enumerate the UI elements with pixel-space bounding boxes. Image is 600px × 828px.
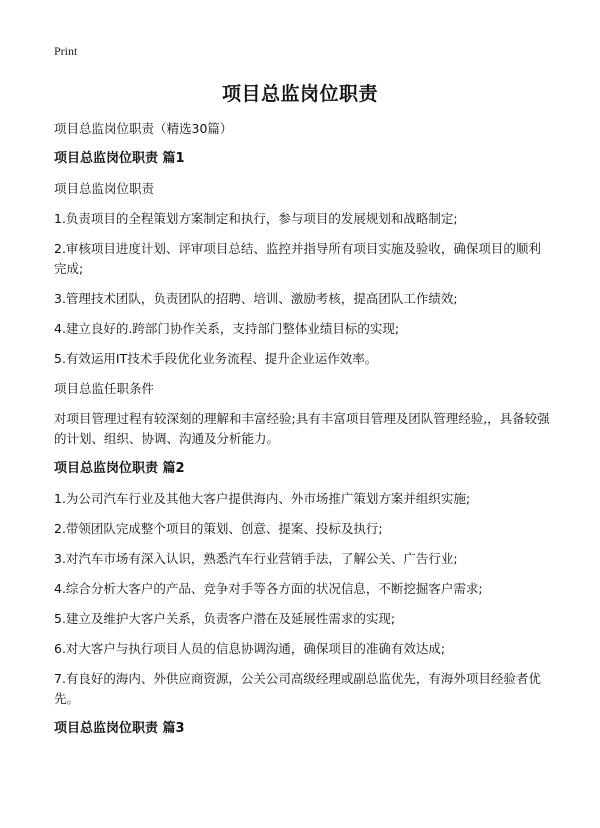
list-item: 5.有效运用IT技术手段优化业务流程、提升企业运作效率。 xyxy=(54,351,378,366)
list-item: 7.有良好的海内、外供应商资源，公关公司高级经理或副总监优先，有海外项目经验者优先。 xyxy=(54,671,541,706)
section-intro: 项目总监岗位职责 xyxy=(54,181,155,196)
print-label: Print xyxy=(54,44,78,58)
section-heading-1: 项目总监岗位职责 篇1 xyxy=(54,151,185,166)
section-heading-3: 项目总监岗位职责 篇3 xyxy=(54,721,185,736)
page-title: 项目总监岗位职责 xyxy=(221,83,378,105)
requirements-text: 对项目管理过程有较深刻的理解和丰富经验;具有丰富项目管理及团队管理经验,，具备较强的计划、组织、协调、沟通及分析能力。 xyxy=(54,411,550,446)
list-item: 2.审核项目进度计划、评审项目总结、监控并指导所有项目实施及验收，确保项目的顺利完成; xyxy=(54,241,541,276)
list-item: 5.建立及维护大客户关系，负责客户潜在及延展性需求的实现; xyxy=(54,611,396,626)
list-item: 1.负责项目的全程策划方案制定和执行，参与项目的发展规划和战略制定; xyxy=(54,211,458,226)
list-item: 3.管理技术团队，负责团队的招聘、培训、激励考核，提高团队工作绩效; xyxy=(54,291,458,306)
list-item: 6.对大客户与执行项目人员的信息协调沟通，确保项目的准确有效达成; xyxy=(54,641,446,656)
list-item: 4.建立良好的.跨部门协作关系，支持部门整体业绩目标的实现; xyxy=(54,321,400,336)
list-item: 4.综合分析大客户的产品、竞争对手等各方面的状况信息，不断挖掘客户需求; xyxy=(54,581,483,596)
list-item: 1.为公司汽车行业及其他大客户提供海内、外市场推广策划方案并组织实施; xyxy=(54,491,471,506)
document-body xyxy=(54,119,552,749)
list-item: 3.对汽车市场有深入认识，熟悉汽车行业营销手法，了解公关、广告行业; xyxy=(54,551,458,566)
document-subtitle: 项目总监岗位职责（精选30篇） xyxy=(54,121,233,136)
requirements-title: 项目总监任职条件 xyxy=(54,381,155,396)
list-item: 2.带领团队完成整个项目的策划、创意、提案、投标及执行; xyxy=(54,521,383,536)
section-heading-2: 项目总监岗位职责 篇2 xyxy=(54,461,185,476)
